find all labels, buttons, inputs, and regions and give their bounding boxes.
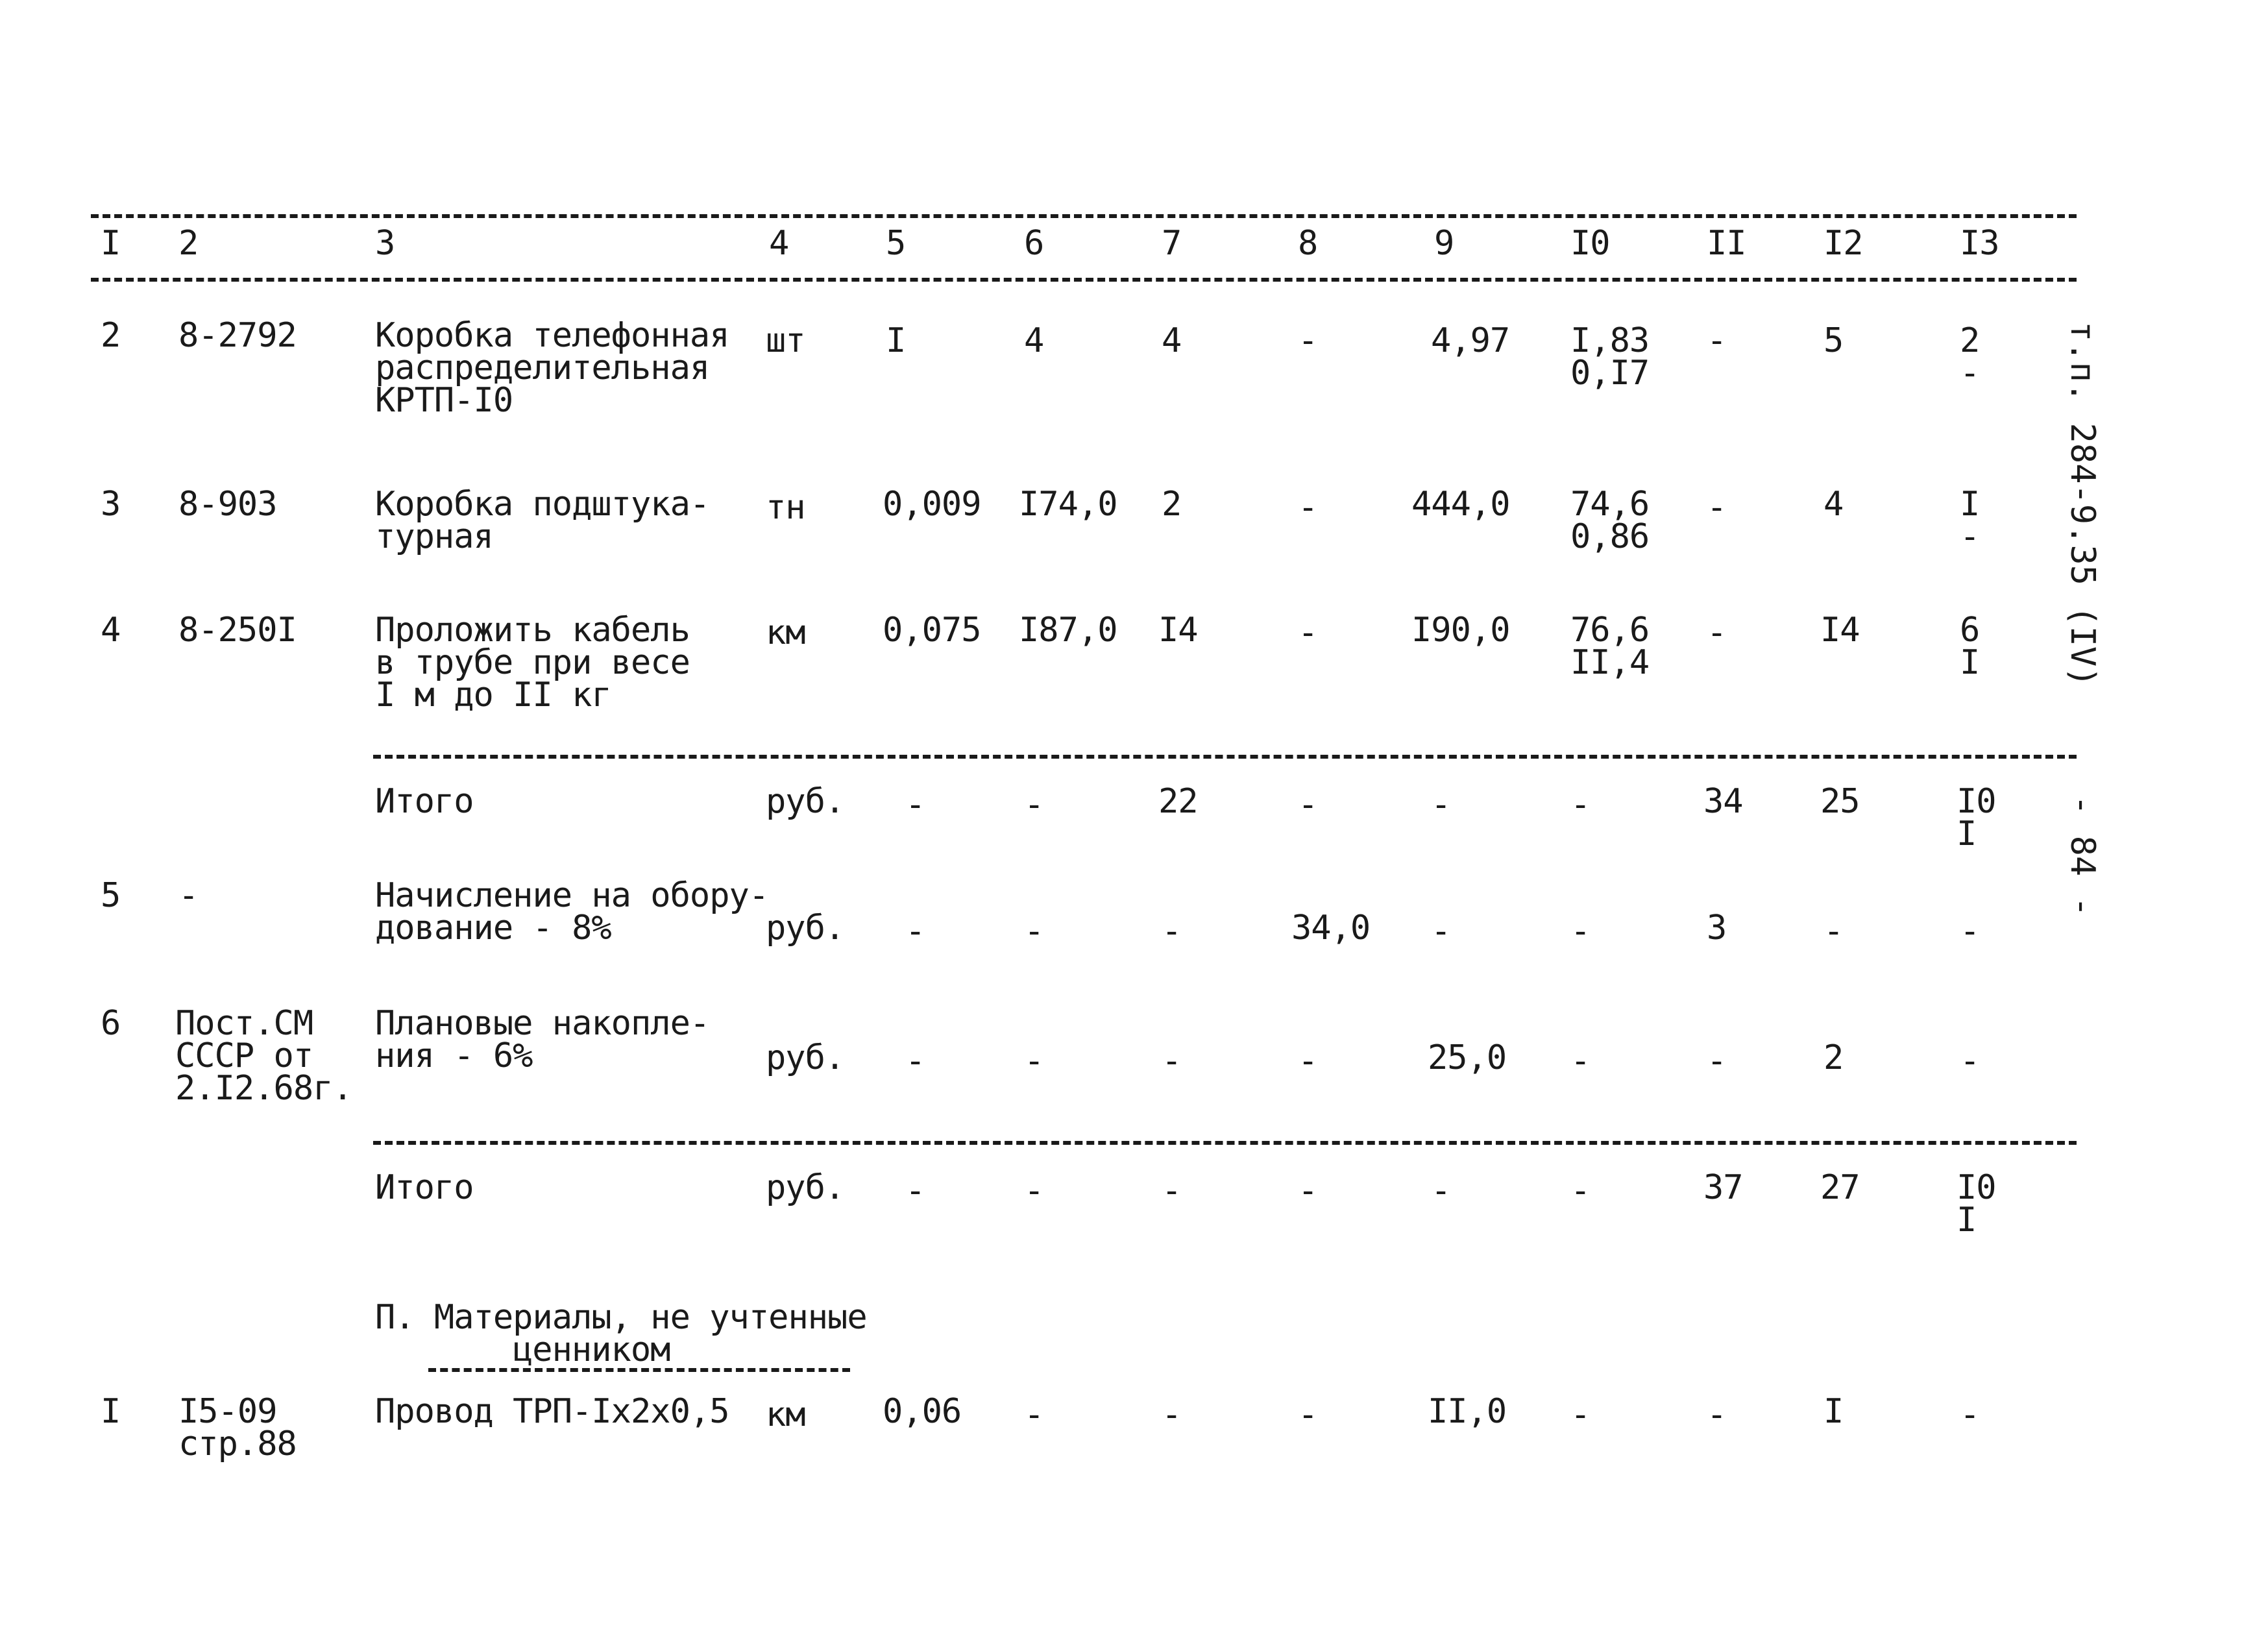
subtotal-2-unit: руб. bbox=[766, 1168, 845, 1207]
row-3-number: 4 bbox=[101, 611, 121, 650]
row-6-col9: 25,0 bbox=[1428, 1038, 1507, 1077]
header-col-12: I2 bbox=[1823, 224, 1863, 263]
header-col-13: I3 bbox=[1960, 224, 1999, 263]
row-2-col6: I74,0 bbox=[1019, 485, 1117, 524]
subtotal-2-col10: - bbox=[1570, 1171, 1591, 1210]
row-1-col6: 4 bbox=[1024, 321, 1044, 360]
row-6-col5: - bbox=[905, 1042, 925, 1081]
row-5-code: - bbox=[178, 876, 199, 915]
material-1-qty: 0,06 bbox=[883, 1392, 962, 1431]
header-col-4: 4 bbox=[769, 224, 789, 263]
row-3-col7: I4 bbox=[1158, 611, 1198, 650]
header-col-5: 5 bbox=[886, 224, 906, 263]
row-1-col9: 4,97 bbox=[1431, 321, 1510, 360]
row-2-col10: 74,6 0,86 bbox=[1570, 485, 1650, 556]
subtotal-rule-2 bbox=[373, 1141, 2077, 1145]
subtotal-2-col5: - bbox=[905, 1171, 925, 1210]
subtotal-1-col7: 22 bbox=[1158, 782, 1198, 821]
header-col-11: II bbox=[1707, 224, 1746, 263]
row-5-number: 5 bbox=[101, 876, 121, 915]
header-bottom-rule bbox=[91, 278, 2077, 282]
row-6-number: 6 bbox=[101, 1004, 121, 1043]
row-6-col6: - bbox=[1024, 1042, 1044, 1081]
header-col-9: 9 bbox=[1434, 224, 1454, 263]
subtotal-1-col10: - bbox=[1570, 785, 1591, 824]
row-2-col7: 2 bbox=[1162, 485, 1182, 524]
row-6-col10: - bbox=[1570, 1042, 1591, 1081]
material-1-code: I5-09 стр.88 bbox=[178, 1392, 297, 1463]
row-6-col12: 2 bbox=[1823, 1038, 1844, 1077]
header-col-1: I bbox=[101, 224, 121, 263]
header-col-8: 8 bbox=[1298, 224, 1318, 263]
row-3-qty: 0,075 bbox=[883, 611, 981, 650]
row-1-code: 8-2792 bbox=[178, 316, 297, 355]
row-1-col8: - bbox=[1298, 321, 1318, 360]
subtotal-1-col6: - bbox=[1024, 785, 1044, 824]
material-1-col10: - bbox=[1570, 1395, 1591, 1434]
material-1-number: I bbox=[101, 1392, 121, 1431]
material-1-name: Провод ТРП-Iх2х0,5 bbox=[375, 1392, 729, 1431]
subtotal-2-col13: I0 I bbox=[1957, 1168, 1996, 1240]
material-1-col13: - bbox=[1960, 1395, 1980, 1434]
subtotal-2-label: Итого bbox=[375, 1168, 474, 1207]
material-1-col9: II,0 bbox=[1428, 1392, 1507, 1431]
section-title-continued: ценником bbox=[513, 1330, 670, 1369]
row-2-col9: 444,0 bbox=[1411, 485, 1510, 524]
subtotal-1-col8: - bbox=[1298, 785, 1318, 824]
row-3-col11: - bbox=[1707, 613, 1727, 652]
material-1-col11: - bbox=[1707, 1395, 1727, 1434]
material-1-col8: - bbox=[1298, 1395, 1318, 1434]
row-2-col11: - bbox=[1707, 488, 1727, 527]
row-6-col13: - bbox=[1960, 1042, 1980, 1081]
row-1-col13: 2 - bbox=[1960, 321, 1980, 393]
row-5-col6: - bbox=[1024, 912, 1044, 951]
subtotal-1-col12: 25 bbox=[1820, 782, 1860, 821]
row-2-col12: 4 bbox=[1823, 485, 1844, 524]
row-5-col12: - bbox=[1823, 912, 1844, 951]
row-3-col6: I87,0 bbox=[1019, 611, 1117, 650]
row-1-name: Коробка телефонная распределительная КРТП-I0 bbox=[375, 316, 729, 420]
row-3-col12: I4 bbox=[1820, 611, 1860, 650]
row-6-basis: Пост.СМ СССР от 2.I2.68г. bbox=[175, 1004, 352, 1108]
row-2-unit: тн bbox=[766, 488, 805, 527]
subtotal-1-col13: I0 I bbox=[1957, 782, 1996, 853]
header-col-10: I0 bbox=[1570, 224, 1610, 263]
material-1-unit: км bbox=[766, 1395, 805, 1434]
row-2-qty: 0,009 bbox=[883, 485, 981, 524]
header-col-2: 2 bbox=[178, 224, 199, 263]
row-2-name: Коробка подштука- турная bbox=[375, 485, 710, 556]
header-col-7: 7 bbox=[1162, 224, 1182, 263]
row-2-number: 3 bbox=[101, 485, 121, 524]
row-1-col10: I,83 0,I7 bbox=[1570, 321, 1650, 393]
subtotal-2-col8: - bbox=[1298, 1171, 1318, 1210]
row-3-code: 8-250I bbox=[178, 611, 297, 650]
subtotal-rule-1 bbox=[373, 755, 2077, 759]
row-1-col11: - bbox=[1707, 321, 1727, 360]
row-3-col9: I90,0 bbox=[1411, 611, 1510, 650]
row-5-unit: руб. bbox=[766, 909, 845, 948]
subtotal-2-col12: 27 bbox=[1820, 1168, 1860, 1207]
subtotal-1-col5: - bbox=[905, 785, 925, 824]
row-5-col11: 3 bbox=[1707, 909, 1727, 948]
header-top-rule bbox=[91, 214, 2077, 218]
row-6-col11: - bbox=[1707, 1042, 1727, 1081]
row-1-number: 2 bbox=[101, 316, 121, 355]
row-2-col13: I - bbox=[1960, 485, 1980, 556]
side-document-code: т.п. 284-9.35 (IV) bbox=[2063, 321, 2102, 687]
row-2-col8: - bbox=[1298, 488, 1318, 527]
row-1-col7: 4 bbox=[1162, 321, 1182, 360]
row-3-unit: км bbox=[766, 613, 805, 652]
subtotal-1-label: Итого bbox=[375, 782, 474, 821]
row-6-col7: - bbox=[1162, 1042, 1182, 1081]
row-3-col13: 6 I bbox=[1960, 611, 1980, 682]
subtotal-1-col11: 34 bbox=[1703, 782, 1743, 821]
row-5-col10: - bbox=[1570, 912, 1591, 951]
header-col-6: 6 bbox=[1024, 224, 1044, 263]
section-title-underline bbox=[428, 1368, 850, 1372]
row-3-col8: - bbox=[1298, 613, 1318, 652]
row-5-col9: - bbox=[1431, 912, 1451, 951]
row-6-col8: - bbox=[1298, 1042, 1318, 1081]
subtotal-2-col7: - bbox=[1162, 1171, 1182, 1210]
row-3-name: Проложить кабель в трубе при весе I м до II кг bbox=[375, 611, 690, 715]
row-5-col8: 34,0 bbox=[1291, 909, 1371, 948]
material-1-col7: - bbox=[1162, 1395, 1182, 1434]
row-2-code: 8-903 bbox=[178, 485, 277, 524]
subtotal-2-col9: - bbox=[1431, 1171, 1451, 1210]
row-6-unit: руб. bbox=[766, 1038, 845, 1077]
row-1-col12: 5 bbox=[1823, 321, 1844, 360]
row-5-name: Начисление на обору- дование - 8% bbox=[375, 876, 769, 948]
header-col-3: 3 bbox=[375, 224, 395, 263]
subtotal-2-col11: 37 bbox=[1703, 1168, 1743, 1207]
row-1-unit: шт bbox=[766, 321, 805, 360]
subtotal-2-col6: - bbox=[1024, 1171, 1044, 1210]
row-6-name: Плановые накопле- ния - 6% bbox=[375, 1004, 710, 1075]
row-5-col5: - bbox=[905, 912, 925, 951]
row-3-col10: 76,6 II,4 bbox=[1570, 611, 1650, 682]
section-title: П. Материалы, не учтенные bbox=[375, 1298, 867, 1337]
page-number: - 84 - bbox=[2063, 795, 2102, 917]
row-5-col7: - bbox=[1162, 912, 1182, 951]
material-1-col6: - bbox=[1024, 1395, 1044, 1434]
row-1-qty: I bbox=[886, 321, 906, 360]
subtotal-1-col9: - bbox=[1431, 785, 1451, 824]
subtotal-1-unit: руб. bbox=[766, 782, 845, 821]
material-1-col12: I bbox=[1823, 1392, 1844, 1431]
row-5-col13: - bbox=[1960, 912, 1980, 951]
